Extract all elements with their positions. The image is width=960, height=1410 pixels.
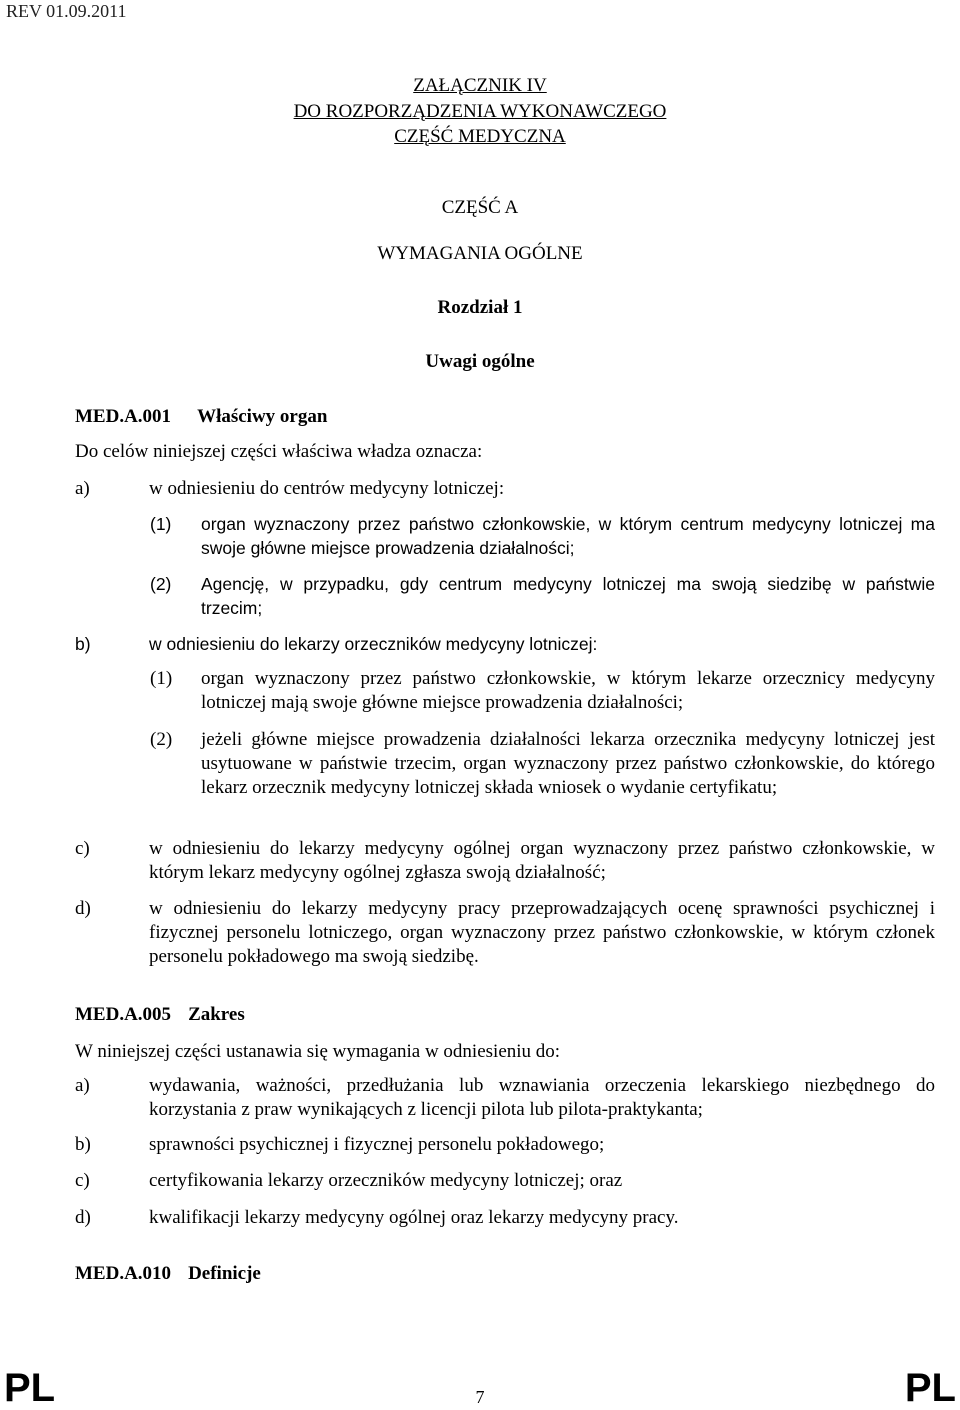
list-label: b) xyxy=(75,1134,91,1155)
page-number: 7 xyxy=(475,1387,485,1407)
sublist-item-text: Agencję, w przypadku, gdy centrum medycyny lotniczej ma swoją siedzibę w państwie trzecim; xyxy=(201,574,935,618)
list-label: a) xyxy=(75,478,90,499)
list-label: d) xyxy=(75,1207,91,1228)
list-label: a) xyxy=(75,1075,90,1096)
section-intro: W niniejszej części ustanawia się wymagania w odniesieniu do: xyxy=(75,1041,561,1062)
sublist-label: (2) xyxy=(150,574,172,594)
section-heading-med-a-005 xyxy=(75,1003,245,1027)
part-medical-title: CZĘŚĆ MEDYCZNA xyxy=(394,126,566,147)
sublist-item-text: organ wyznaczony przez państwo członkowskie, w którym lekarze orzecznicy medycyny lotniczej mają swoje główne miejsce prowadzenia działalności; xyxy=(201,668,935,713)
section-code: MED.A.010 xyxy=(75,1263,172,1284)
section-heading-med-a-010 xyxy=(75,1262,261,1286)
list-item-text: w odniesieniu do lekarzy medycyny ogólnej organ wyznaczony przez państwo członkowskie, w którym lekarz medycyny ogólnej zgłasza swoją działalność; xyxy=(149,838,935,883)
chapter-title: Uwagi ogólne xyxy=(425,351,535,372)
footer-language-left: PL xyxy=(4,1366,56,1410)
revision-header: REV 01.09.2011 xyxy=(6,1,127,21)
sublist-label: (1) xyxy=(150,668,173,689)
list-item-text: kwalifikacji lekarzy medycyny ogólnej oraz lekarzy medycyny pracy. xyxy=(149,1207,679,1228)
list-item-text: wydawania, ważności, przedłużania lub wznawiania orzeczenia lekarskiego niezbędnego do korzystania z praw wynikających z licencji pilota lub pilota-praktykanta; xyxy=(149,1075,935,1120)
section-title: Właściwy organ xyxy=(197,406,328,427)
chapter-number: Rozdział 1 xyxy=(437,297,523,318)
section-title: Definicje xyxy=(188,1263,261,1284)
section-code: MED.A.005 xyxy=(75,1004,172,1025)
section-intro: Do celów niniejszej części właściwa władza oznacza: xyxy=(75,441,483,462)
regulation-title: DO ROZPORZĄDZENIA WYKONAWCZEGO xyxy=(293,101,667,122)
section-title: Zakres xyxy=(188,1004,245,1025)
list-item-text: w odniesieniu do lekarzy medycyny pracy przeprowadzających ocenę sprawności psychicznej i fizycznej personelu lotniczego, organ wyznaczony przez państwo członkowskie, w którym członek personelu pokładowego ma swoją siedzibę. xyxy=(149,898,935,967)
section-code: MED.A.001 xyxy=(75,406,172,427)
footer-language-right: PL xyxy=(904,1366,956,1410)
sublist-item-text: jeżeli główne miejsce prowadzenia działalności lekarza orzecznika medycyny lotniczej jest usytuowane w państwie trzecim, organ wyznaczony przez państwo członkowskie, do którego lekarz orzecznik medycyny lotniczej składa wniosek o wydanie certyfikatu; xyxy=(201,729,935,798)
list-label: b) xyxy=(75,634,91,654)
list-item-text: w odniesieniu do centrów medycyny lotniczej: xyxy=(149,478,505,499)
section-heading-med-a-001 xyxy=(75,405,327,429)
list-label: c) xyxy=(75,1170,90,1191)
sublist-label: (1) xyxy=(150,514,172,534)
part-subtitle: WYMAGANIA OGÓLNE xyxy=(377,243,583,264)
sublist-item-text: organ wyznaczony przez państwo członkowskie, w którym centrum medycyny lotniczej ma swoje główne miejsce prowadzenia działalności; xyxy=(201,514,935,558)
list-item-text: sprawności psychicznej i fizycznej personelu pokładowego; xyxy=(149,1134,605,1155)
annex-title: ZAŁĄCZNIK IV xyxy=(413,75,547,96)
list-label: c) xyxy=(75,838,90,859)
part-heading: CZĘŚĆ A xyxy=(441,197,519,218)
list-label: d) xyxy=(75,898,91,919)
list-item-text: w odniesieniu do lekarzy orzeczników medycyny lotniczej: xyxy=(149,634,598,654)
list-item-text: certyfikowania lekarzy orzeczników medycyny lotniczej; oraz xyxy=(149,1170,623,1191)
sublist-label: (2) xyxy=(150,729,173,750)
